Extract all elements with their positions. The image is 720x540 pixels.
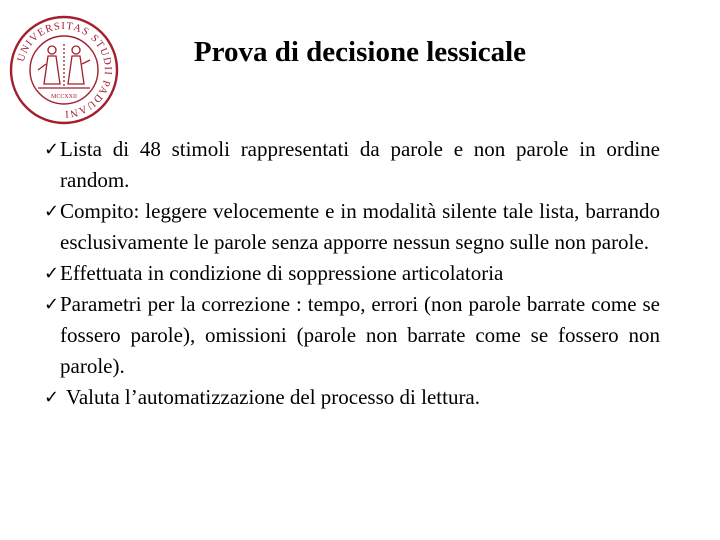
- bullet-item: [44, 196, 660, 258]
- bullet-list: [44, 134, 660, 413]
- check-icon: ✓: [44, 387, 60, 408]
- bullet-text: Lista di 48 stimoli rappresentati da parole e non parole in ordine random.: [60, 137, 660, 192]
- bullet-item: [44, 134, 660, 196]
- check-icon: ✓: [44, 139, 60, 160]
- bullet-text: Effettuata in condizione di soppressione articolatoria: [60, 261, 504, 285]
- check-icon: ✓: [44, 294, 60, 315]
- bullet-item: [44, 258, 660, 289]
- bullet-text: Compito: leggere velocemente e in modalità silente tale lista, barrando esclusivamente le parole senza apporre nessun segno sulle non parole.: [60, 199, 660, 254]
- bullet-item: [44, 382, 660, 413]
- slide-title: Prova di decisione lessicale: [193, 36, 527, 68]
- bullet-item: [44, 289, 660, 382]
- check-icon: ✓: [44, 263, 60, 284]
- svg-text:MCCXXII: MCCXXII: [50, 94, 78, 100]
- bullet-text: Parametri per la correzione : tempo, errori (non parole barrate come se fossero parole), omissioni (parole non barrate come se fossero non parole).: [60, 292, 660, 378]
- svg-text:UNIVERSITAS STUDII PADUANI: UNIVERSITAS STUDII PADUANI: [15, 20, 114, 120]
- bullet-text: Valuta l’automatizzazione del processo di lettura.: [66, 385, 481, 409]
- university-seal-logo: [8, 14, 120, 126]
- check-icon: ✓: [44, 201, 60, 222]
